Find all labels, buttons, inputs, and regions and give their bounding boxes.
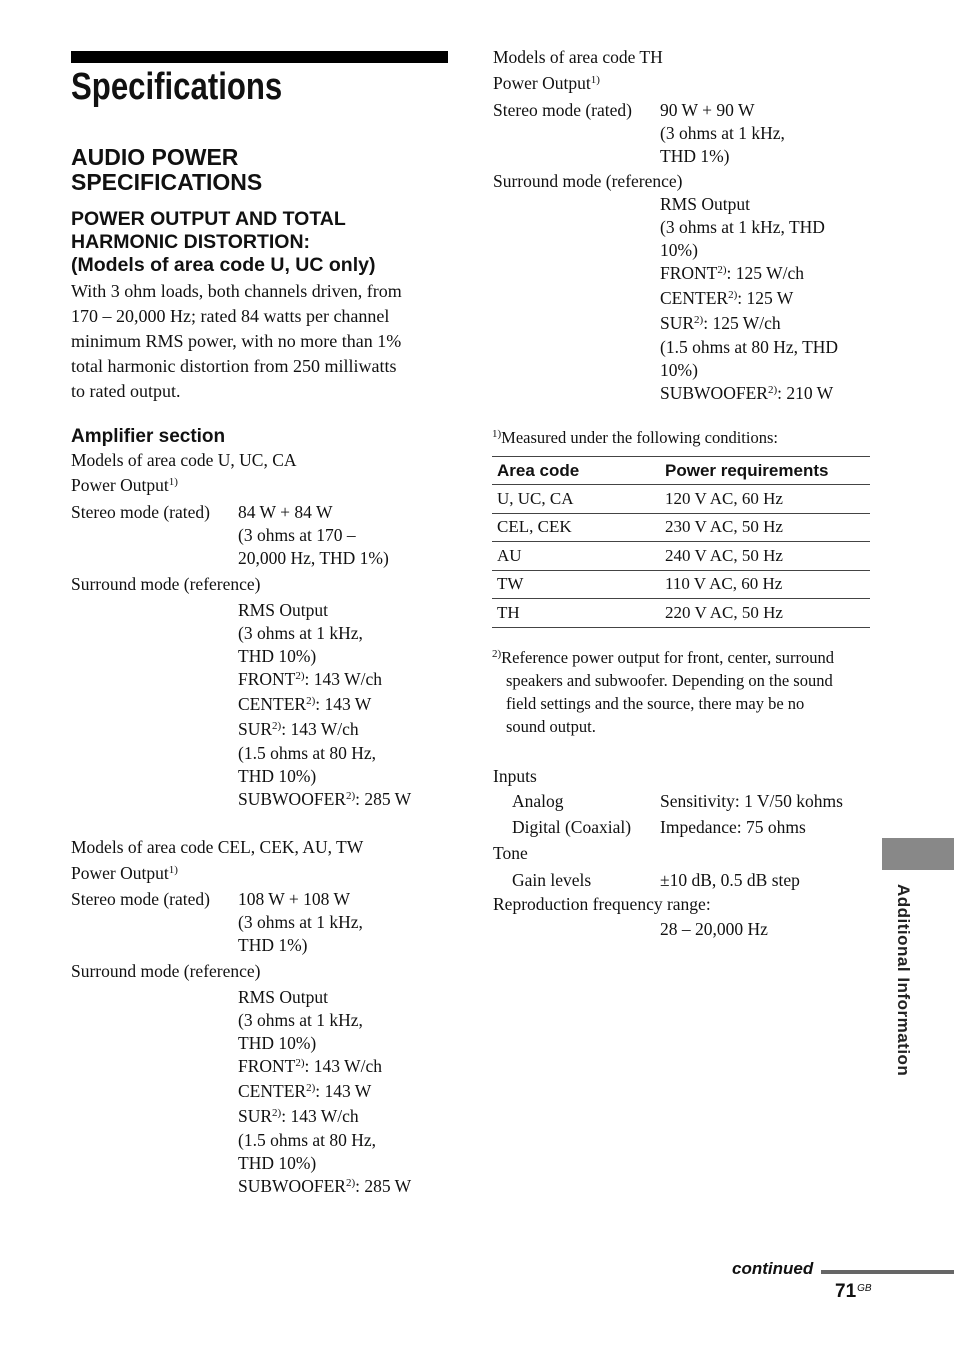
footnote-text: Measured under the following conditions: xyxy=(501,428,778,447)
models-th-label: Models of area code TH xyxy=(493,47,663,67)
value-line: THD 1%) xyxy=(238,935,308,955)
footnote-2 xyxy=(492,646,834,738)
value-line: (3 ohms at 1 kHz, THD xyxy=(660,217,825,237)
stereo-label: Stereo mode (rated) xyxy=(71,889,210,909)
value-line: (3 ohms at 1 kHz, xyxy=(660,123,785,143)
footnote-line: field settings and the source, there may be no xyxy=(506,694,805,713)
table-row xyxy=(492,542,870,571)
footnote-1 xyxy=(492,426,778,449)
front-line: FRONT$^{2)}$: 143 W/ch xyxy=(238,1056,382,1076)
power-output-label xyxy=(71,474,178,497)
section-heading-line: SPECIFICATIONS xyxy=(71,169,263,195)
value-line: RMS Output xyxy=(238,600,328,620)
table-cell: 110 V AC, 60 Hz xyxy=(660,570,870,599)
subwoofer-line: SUBWOOFER$^{2)}$: 285 W xyxy=(238,789,412,809)
repro-value: 28 – 20,000 Hz xyxy=(660,919,768,939)
table-row xyxy=(492,513,870,542)
surround-value xyxy=(238,599,411,813)
inputs-label: Inputs xyxy=(493,766,537,786)
table-header: Power requirements xyxy=(660,457,870,485)
footnote-ref: 1) xyxy=(168,864,178,876)
surround-value xyxy=(238,986,411,1200)
sub-heading xyxy=(71,208,375,277)
table-row xyxy=(492,599,870,628)
sub-heading-line: HARMONIC DISTORTION: xyxy=(71,231,311,253)
power-output-text: Power Output xyxy=(71,475,169,495)
value-line: THD 10%) xyxy=(238,1033,317,1053)
repro-label: Reproduction frequency range: xyxy=(493,894,711,914)
value-line: (3 ohms at 1 kHz, xyxy=(238,623,363,643)
value-line: 84 W + 84 W xyxy=(238,502,333,522)
side-tab-label: Additional Information xyxy=(894,884,913,1077)
continued-rule xyxy=(821,1270,954,1274)
models-u-label: Models of area code U, UC, CA xyxy=(71,450,297,470)
footnote-ref: 1) xyxy=(168,476,178,488)
paragraph-line: to rated output. xyxy=(71,381,181,401)
table-cell: U, UC, CA xyxy=(492,485,660,514)
intro-paragraph xyxy=(71,279,402,404)
value-line: (3 ohms at 1 kHz, xyxy=(238,912,363,932)
footnote-line xyxy=(492,646,834,669)
value-line: RMS Output xyxy=(238,987,328,1007)
power-output-label xyxy=(71,862,178,885)
table-header-row xyxy=(492,457,870,485)
gain-value: ±10 dB, 0.5 dB step xyxy=(660,870,800,890)
value-line: 10%) xyxy=(660,360,698,380)
title-rule xyxy=(71,51,448,63)
section-heading xyxy=(71,145,262,195)
analog-value: Sensitivity: 1 V/50 kohms xyxy=(660,791,843,811)
value-line: 108 W + 108 W xyxy=(238,889,350,909)
sur-line: SUR$^{2)}$: 143 W/ch xyxy=(238,1106,359,1126)
value-line: (1.5 ohms at 80 Hz, xyxy=(238,743,377,763)
table-cell: AU xyxy=(492,542,660,571)
gain-label: Gain levels xyxy=(512,870,592,890)
surround-value xyxy=(660,193,838,407)
table-cell: TH xyxy=(492,599,660,628)
table-cell: TW xyxy=(492,570,660,599)
stereo-value xyxy=(660,99,785,168)
value-line: THD 10%) xyxy=(238,766,317,786)
sub-heading-line: (Models of area code U, UC only) xyxy=(71,254,376,276)
sub-heading-line: POWER OUTPUT AND TOTAL xyxy=(71,208,346,230)
footnote-marker: 2) xyxy=(492,648,502,660)
power-output-text: Power Output xyxy=(71,863,169,883)
footnote-text: Reference power output for front, center, surround xyxy=(501,648,835,667)
paragraph-line: 170 – 20,000 Hz; rated 84 watts per channel xyxy=(71,306,390,326)
sur-line: SUR$^{2)}$: 143 W/ch xyxy=(238,719,359,739)
surround-label: Surround mode (reference) xyxy=(71,574,261,594)
page-number xyxy=(835,1281,872,1303)
stereo-label: Stereo mode (rated) xyxy=(71,502,210,522)
value-line: RMS Output xyxy=(660,194,750,214)
footnote-ref: 1) xyxy=(590,74,600,86)
digital-label: Digital (Coaxial) xyxy=(512,817,632,837)
value-line: (1.5 ohms at 80 Hz, xyxy=(238,1130,377,1150)
paragraph-line: total harmonic distortion from 250 milliwatts xyxy=(71,356,397,376)
sur-line: SUR$^{2)}$: 125 W/ch xyxy=(660,313,781,333)
value-line: THD 10%) xyxy=(238,646,317,666)
footnote-line: speakers and subwoofer. Depending on the sound xyxy=(506,671,833,690)
page-number-value: 71 xyxy=(835,1281,857,1302)
analog-label: Analog xyxy=(512,791,564,811)
table-header: Area code xyxy=(492,457,660,485)
front-line: FRONT$^{2)}$: 143 W/ch xyxy=(238,669,382,689)
center-line: CENTER$^{2)}$: 143 W xyxy=(238,1081,372,1101)
continued-label: continued xyxy=(732,1259,814,1278)
value-line: THD 10%) xyxy=(238,1153,317,1173)
footnote-marker: 1) xyxy=(492,428,502,440)
tone-label: Tone xyxy=(493,843,528,863)
stereo-value xyxy=(238,501,389,570)
subwoofer-line: SUBWOOFER$^{2)}$: 285 W xyxy=(238,1176,412,1196)
table-cell: CEL, CEK xyxy=(492,513,660,542)
value-line: (1.5 ohms at 80 Hz, THD xyxy=(660,337,839,357)
power-output-text: Power Output xyxy=(493,73,591,93)
paragraph-line: With 3 ohm loads, both channels driven, from xyxy=(71,281,402,301)
subwoofer-line: SUBWOOFER$^{2)}$: 210 W xyxy=(660,383,834,403)
models-cel-label: Models of area code CEL, CEK, AU, TW xyxy=(71,837,364,857)
table-row xyxy=(492,570,870,599)
table-row xyxy=(492,485,870,514)
surround-label: Surround mode (reference) xyxy=(71,961,261,981)
table-cell: 230 V AC, 50 Hz xyxy=(660,513,870,542)
table-cell: 220 V AC, 50 Hz xyxy=(660,599,870,628)
stereo-label: Stereo mode (rated) xyxy=(493,100,632,120)
page-title: Specifications xyxy=(71,66,283,108)
value-line: 20,000 Hz, THD 1%) xyxy=(238,548,389,568)
center-line: CENTER$^{2)}$: 143 W xyxy=(238,694,372,714)
footnote-line: sound output. xyxy=(506,717,596,736)
value-line: 10%) xyxy=(660,240,698,260)
value-line: THD 1%) xyxy=(660,146,730,166)
value-line: (3 ohms at 1 kHz, xyxy=(238,1010,363,1030)
table-cell: 120 V AC, 60 Hz xyxy=(660,485,870,514)
conditions-table xyxy=(492,456,870,628)
side-tab-marker xyxy=(882,838,954,870)
page-suffix: GB xyxy=(857,1283,872,1294)
value-line: 90 W + 90 W xyxy=(660,100,755,120)
stereo-value xyxy=(238,888,363,957)
surround-label: Surround mode (reference) xyxy=(493,171,683,191)
center-line: CENTER$^{2)}$: 125 W xyxy=(660,288,794,308)
power-output-label xyxy=(493,72,600,95)
paragraph-line: minimum RMS power, with no more than 1% xyxy=(71,331,402,351)
front-line: FRONT$^{2)}$: 125 W/ch xyxy=(660,263,804,283)
value-line: (3 ohms at 170 – xyxy=(238,525,356,545)
amplifier-heading: Amplifier section xyxy=(71,426,226,447)
table-cell: 240 V AC, 50 Hz xyxy=(660,542,870,571)
section-heading-line: AUDIO POWER xyxy=(71,144,239,170)
digital-value: Impedance: 75 ohms xyxy=(660,817,806,837)
